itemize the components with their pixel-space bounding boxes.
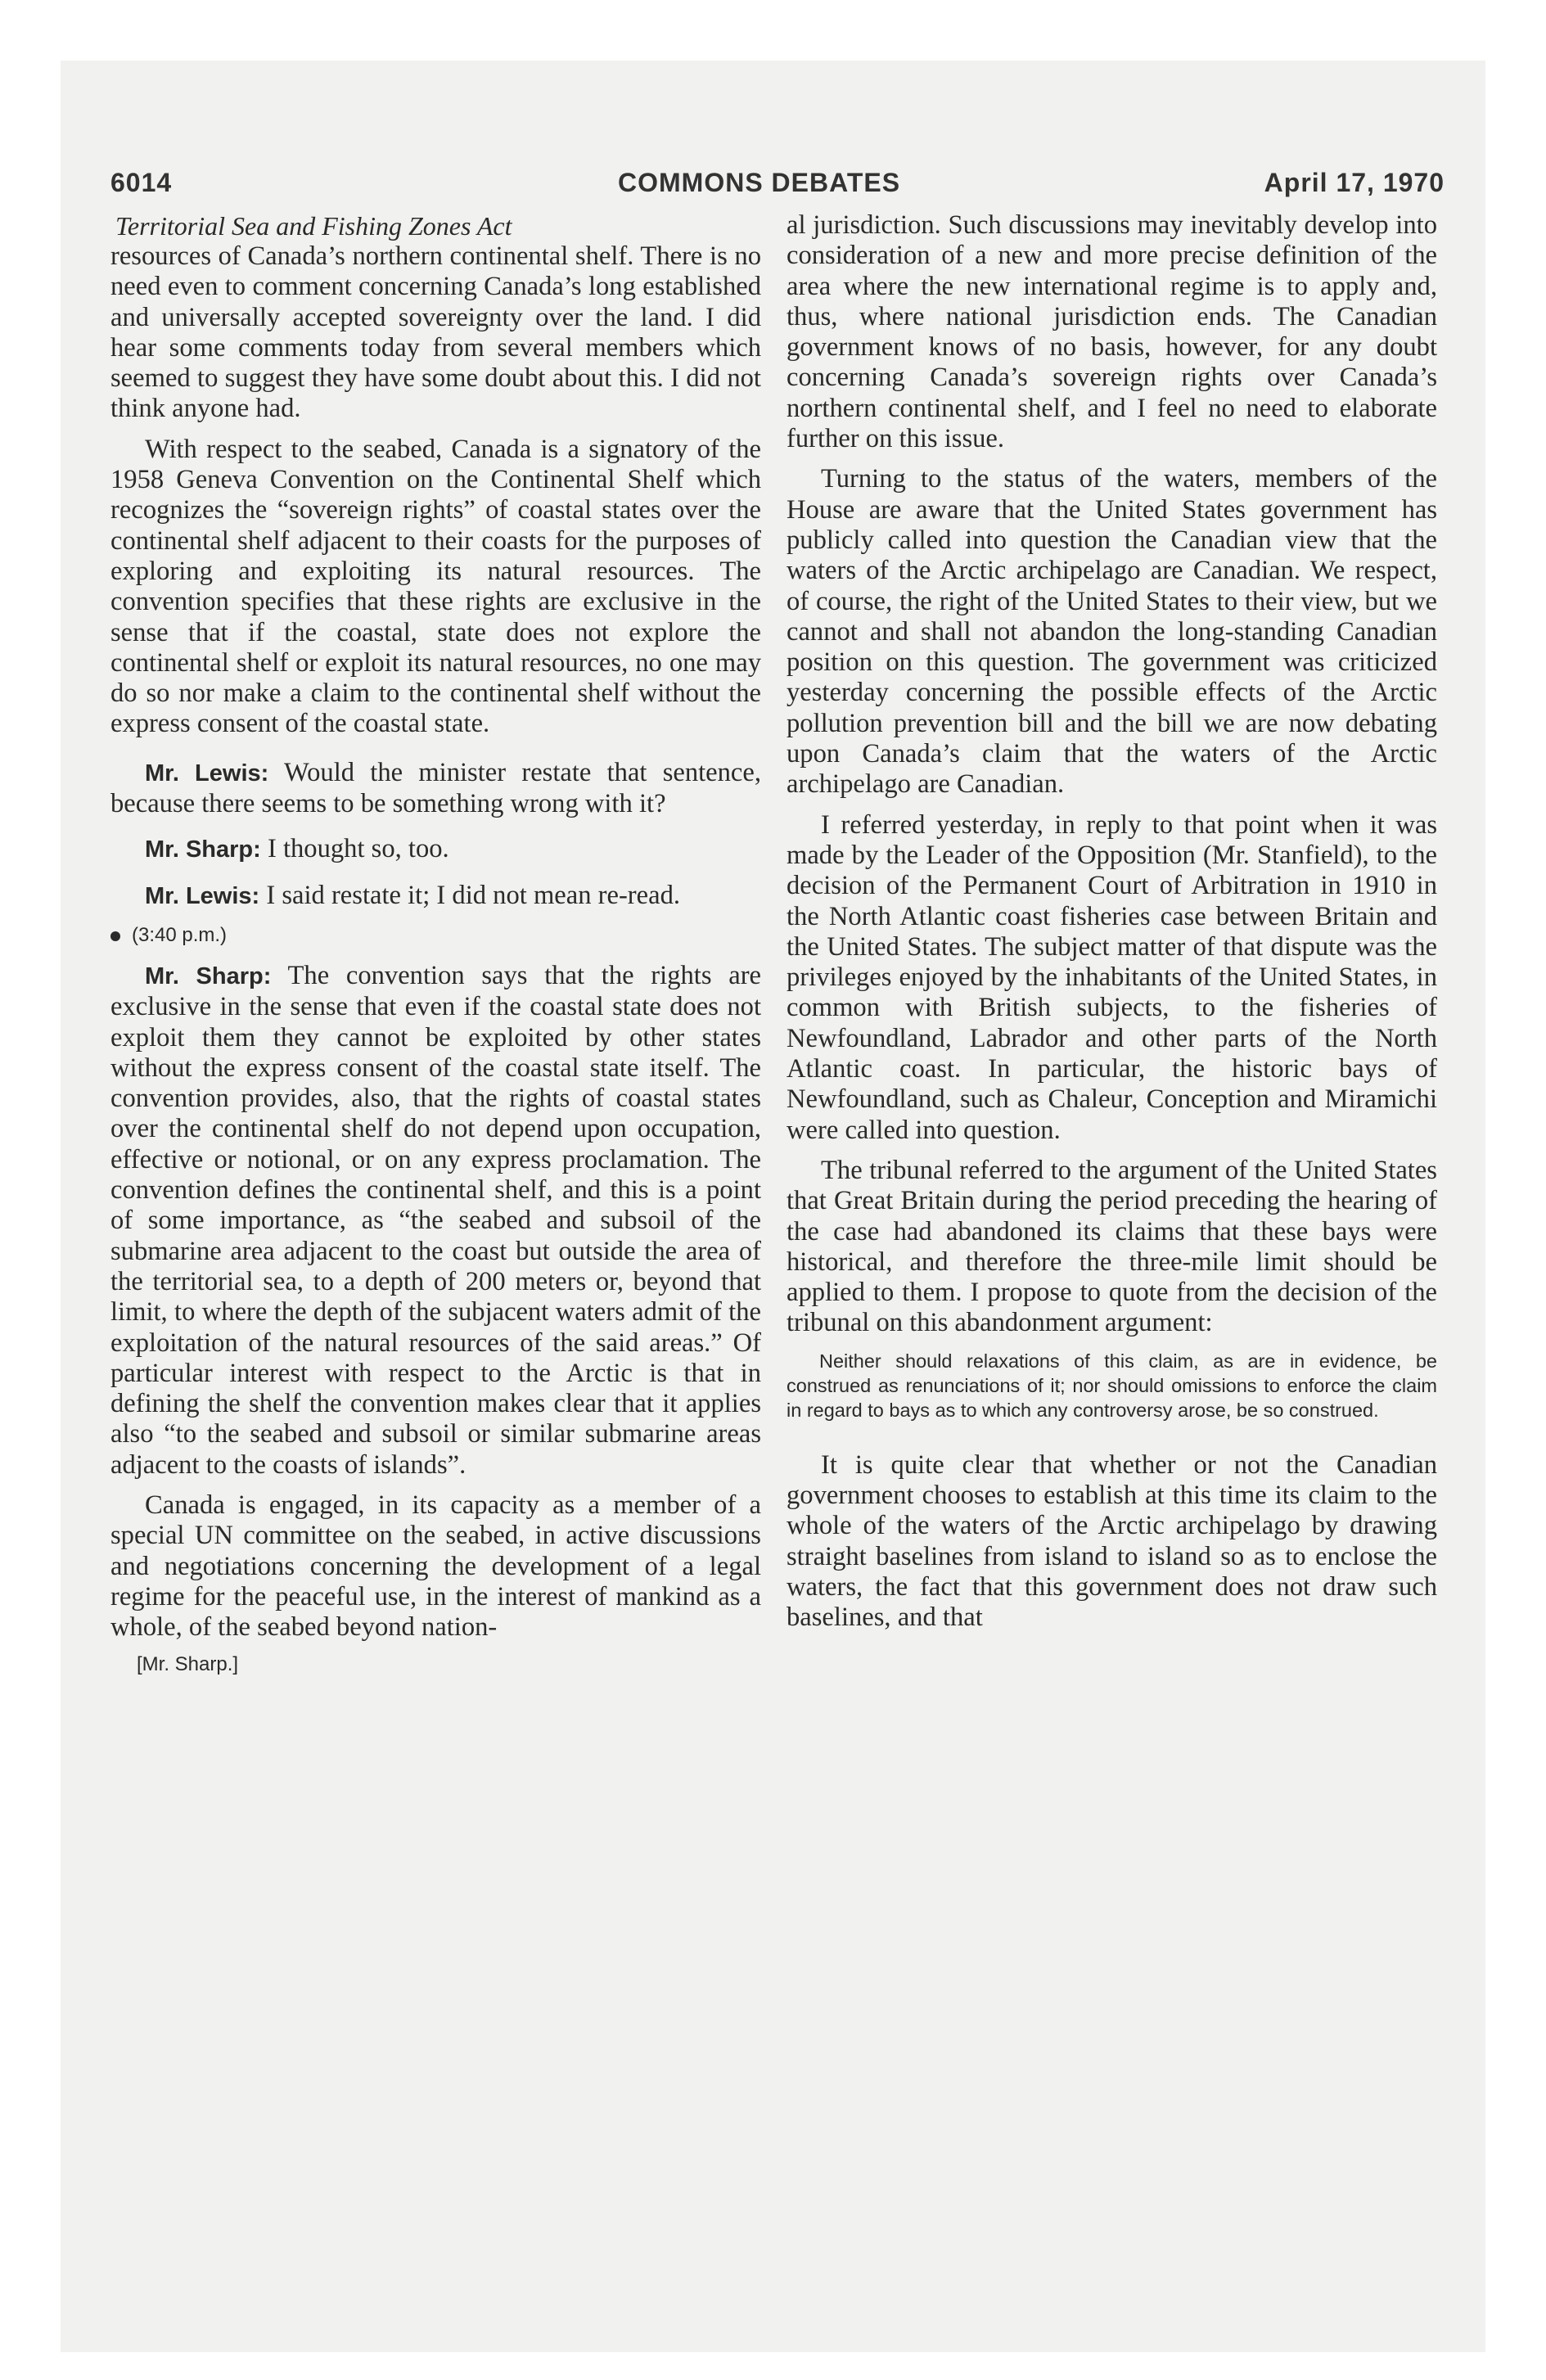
speech-text: I thought so, too. xyxy=(260,834,449,864)
speech-sharp xyxy=(110,961,761,1481)
paragraph: It is quite clear that whether or not the Canadian government chooses to establish at this time its claim to the whole of the waters of the Arctic archipelago by drawing straight baselines from island to island so as to enclose the waters, the fact that this government does not draw such baselines, and that xyxy=(787,1449,1437,1633)
speech-sharp xyxy=(110,834,761,865)
speech-text: Would the minister restate that sentence, because there seems to be something wrong with it? xyxy=(110,757,761,819)
paragraph: I referred yesterday, in reply to that point when it was made by the Leader of the Opposition (Mr. Stanfield), to the decision of the Permanent Court of Arbitration in 1910 in the North Atlantic coast fisheries case between Britain and the United States. The subject matter of that dispute was the privileges enjoyed by the inhabitants of the United States, in common with British subjects, to the fisheries of Newfoundland, Labrador and other parts of the North Atlantic coast. In particular, the historic bays of Newfoundland, such as Chaleur, Conception and Miramichi were called into question. xyxy=(787,809,1437,1145)
page-header xyxy=(110,168,1445,210)
paragraph: al jurisdiction. Such discussions may inevitably develop into consideration of a new and more precise definition of the area where the new international regime is to apply and, thus, where national jurisdiction ends. The Canadian government knows of no basis, however, for any doubt concerning Canada’s sovereign rights over Canada’s northern continental shelf, and I feel no need to elaborate further on this issue. xyxy=(787,210,1437,454)
right-column xyxy=(787,210,1437,1643)
speaker-footnote: [Mr. Sharp.] xyxy=(137,1653,239,1676)
speaker-name: Mr. Sharp: xyxy=(145,962,272,989)
speech-lewis xyxy=(110,758,761,820)
speaker-name: Mr. Lewis: xyxy=(145,882,260,909)
speaker-name: Mr. Sharp: xyxy=(145,836,261,863)
running-head: Territorial Sea and Fishing Zones Act xyxy=(115,211,512,241)
paragraph: Canada is engaged, in its capacity as a member of a special UN committee on the seabed, in active discussions and negotiations concerning the development of a legal regime for the peaceful use, in the interest of mankind as a whole, of the seabed beyond nation- xyxy=(110,1490,761,1643)
block-quote: Neither should relaxations of this claim, as are in evidence, be construed as renunciations of it; nor should omissions to enforce the claim in regard to bays as to which any controversy arose, be so construed. xyxy=(787,1350,1437,1421)
hansard-page xyxy=(110,168,1445,2312)
paragraph: resources of Canada’s northern continental shelf. There is no need even to comment concerning Canada’s long established and universally accepted sovereignty over the land. I did hear some comments today from several members which seemed to suggest they have some doubt about this. I did not think anyone had. xyxy=(110,241,761,424)
speech-lewis xyxy=(110,881,761,912)
issue-date: April 17, 1970 xyxy=(1264,168,1445,197)
speech-text: I said restate it; I did not mean re-read. xyxy=(259,880,681,910)
paragraph: Turning to the status of the waters, members of the House are aware that the United States government has publicly called into question the Canadian view that the waters of the Arctic archipelago are Canadian. We respect, of course, the right of the United States to their view, but we cannot and shall not abandon the long-standing Canadian position on this question. The government was criticized yesterday concerning the possible effects of the Arctic pollution prevention bill and the bill we are now debating upon Canada’s claim that the waters of the Arctic archipelago are Canadian. xyxy=(787,464,1437,800)
publication-title: COMMONS DEBATES xyxy=(618,168,901,197)
speech-text: The convention says that the rights are exclusive in the sense that even if the coastal state does not exploit them they cannot be exploited by other states without the express consent of the coastal state itself. The convention provides, also, that the rights of coastal states over the continental shelf do not depend upon occupation, effective or notional, or on any express proclamation. The convention defines the continental shelf, and this is a point of some importance, as “the seabed and subsoil of the submarine area adjacent to the coast but outside the area of the territorial sea, to a depth of 200 meters or, beyond that limit, to where the depth of the subjacent waters admit of the exploitation of the natural resources of the said areas.” Of particular interest with respect to the Arctic is that in defining the shelf the convention makes clear that it applies also “to the seabed and subsoil or similar submarine areas adjacent to the coasts of islands”. xyxy=(110,960,761,1480)
page-number: 6014 xyxy=(110,168,173,197)
speaker-name: Mr. Lewis: xyxy=(145,760,269,787)
bullet-icon xyxy=(110,931,120,941)
time-stamp: (3:40 p.m.) xyxy=(110,923,761,948)
paragraph: With respect to the seabed, Canada is a signatory of the 1958 Geneva Convention on the Continental Shelf which recognizes the “sovereign rights” of coastal states over the continental shelf adjacent to their coasts for the purposes of exploring and exploiting its natural resources. The convention specifies that these rights are exclusive in the sense that if the coastal, state does not explore the continental shelf or exploit its natural resources, no one may do so nor make a claim to the continental shelf without the express consent of the coastal state. xyxy=(110,434,761,739)
paragraph: The tribunal referred to the argument of the United States that Great Britain during the period preceding the hearing of the case had abandoned its claims that these bays were historical, and therefore the three-mile limit should be applied to them. I propose to quote from the decision of the tribunal on this abandonment argument: xyxy=(787,1155,1437,1338)
left-column xyxy=(110,241,761,1677)
